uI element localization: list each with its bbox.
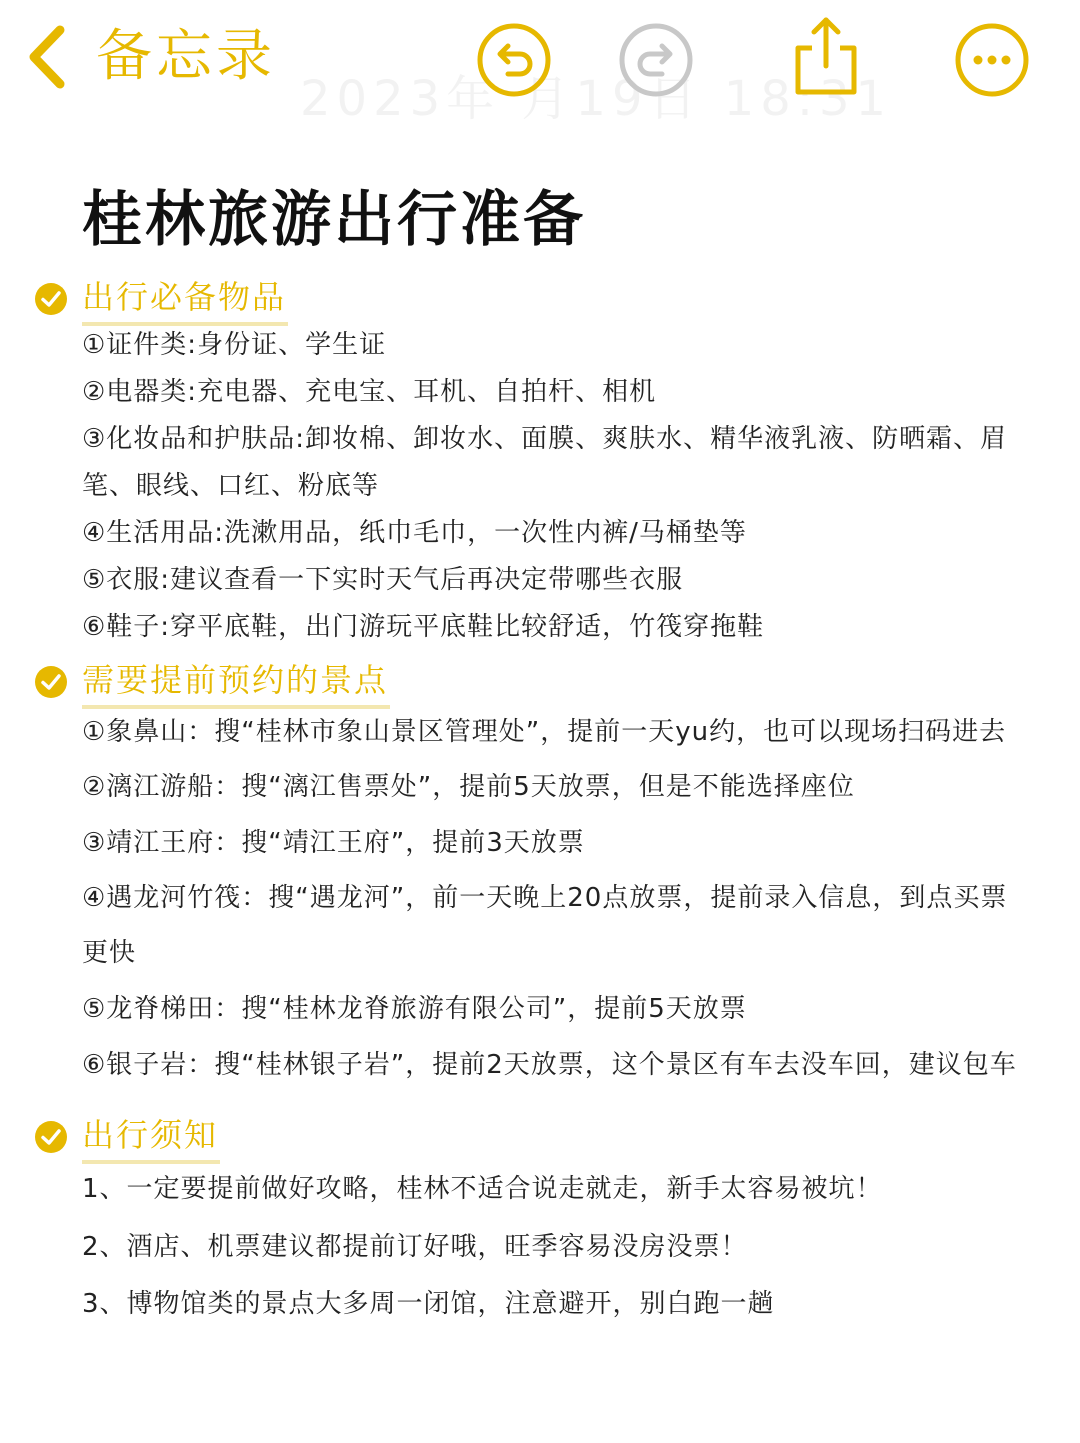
- list-item: 更快: [82, 938, 137, 968]
- list-item: ④生活用品:洗漱用品，纸巾毛巾，一次性内裤/马桶垫等: [82, 518, 747, 548]
- section-heading-notes: [34, 1110, 220, 1164]
- list-item: ③靖江王府：搜“靖江王府”，提前3天放票: [82, 828, 585, 858]
- section-heading-text: 出行必备物品: [82, 272, 288, 326]
- checkmark-icon: [34, 665, 68, 699]
- share-button[interactable]: [788, 14, 864, 98]
- redo-icon: [618, 22, 694, 98]
- list-item: ⑥鞋子:穿平底鞋，出门游玩平底鞋比较舒适，竹筏穿拖鞋: [82, 612, 765, 642]
- note-date: 2023年 月19日 18:31: [300, 71, 893, 127]
- undo-icon: [476, 22, 552, 98]
- list-item: 3、博物馆类的景点大多周一闭馆，注意避开，别白跑一趟: [82, 1289, 775, 1319]
- chevron-left-icon: [22, 22, 70, 92]
- list-item: ⑤衣服:建议查看一下实时天气后再决定带哪些衣服: [82, 565, 684, 595]
- section-heading-text: 出行须知: [82, 1110, 220, 1164]
- undo-button[interactable]: [476, 22, 552, 98]
- toolbar: [0, 0, 1080, 127]
- list-item: ⑥银子岩：搜“桂林银子岩”，提前2天放票，这个景区有车去没车回，建议包车: [82, 1050, 1017, 1080]
- list-item: 1、一定要提前做好攻略，桂林不适合说走就走，新手太容易被坑！: [82, 1174, 883, 1204]
- checkmark-icon: [34, 282, 68, 316]
- list-item: ③化妆品和护肤品:卸妆棉、卸妆水、面膜、爽肤水、精华液乳液、防晒霜、眉: [82, 424, 1008, 454]
- more-icon: [954, 22, 1030, 98]
- list-item: ②电器类:充电器、充电宝、耳机、自拍杆、相机: [82, 377, 657, 407]
- more-button[interactable]: [954, 22, 1030, 98]
- note-title: 桂林旅游出行准备: [82, 185, 586, 255]
- list-item: ①象鼻山：搜“桂林市象山景区管理处”，提前一天yu约，也可以现场扫码进去: [82, 717, 1007, 747]
- list-item: ②漓江游船：搜“漓江售票处”，提前5天放票，但是不能选择座位: [82, 772, 855, 802]
- list-item: 2、酒店、机票建议都提前订好哦，旺季容易没房没票！: [82, 1232, 748, 1262]
- list-item: 笔、眼线、口红、粉底等: [82, 471, 380, 501]
- section-heading-text: 需要提前预约的景点: [82, 655, 390, 709]
- redo-button[interactable]: [618, 22, 694, 98]
- list-item: ①证件类:身份证、学生证: [82, 330, 387, 360]
- section-heading-essentials: [34, 272, 288, 326]
- list-item: ⑤龙脊梯田：搜“桂林龙脊旅游有限公司”，提前5天放票: [82, 994, 747, 1024]
- list-item: ④遇龙河竹筏：搜“遇龙河”，前一天晚上20点放票，提前录入信息，到点买票: [82, 883, 1008, 913]
- back-label: 备忘录: [96, 24, 276, 89]
- share-icon: [788, 14, 864, 98]
- back-button[interactable]: [22, 22, 276, 92]
- checkmark-icon: [34, 1120, 68, 1154]
- section-heading-reservations: [34, 655, 390, 709]
